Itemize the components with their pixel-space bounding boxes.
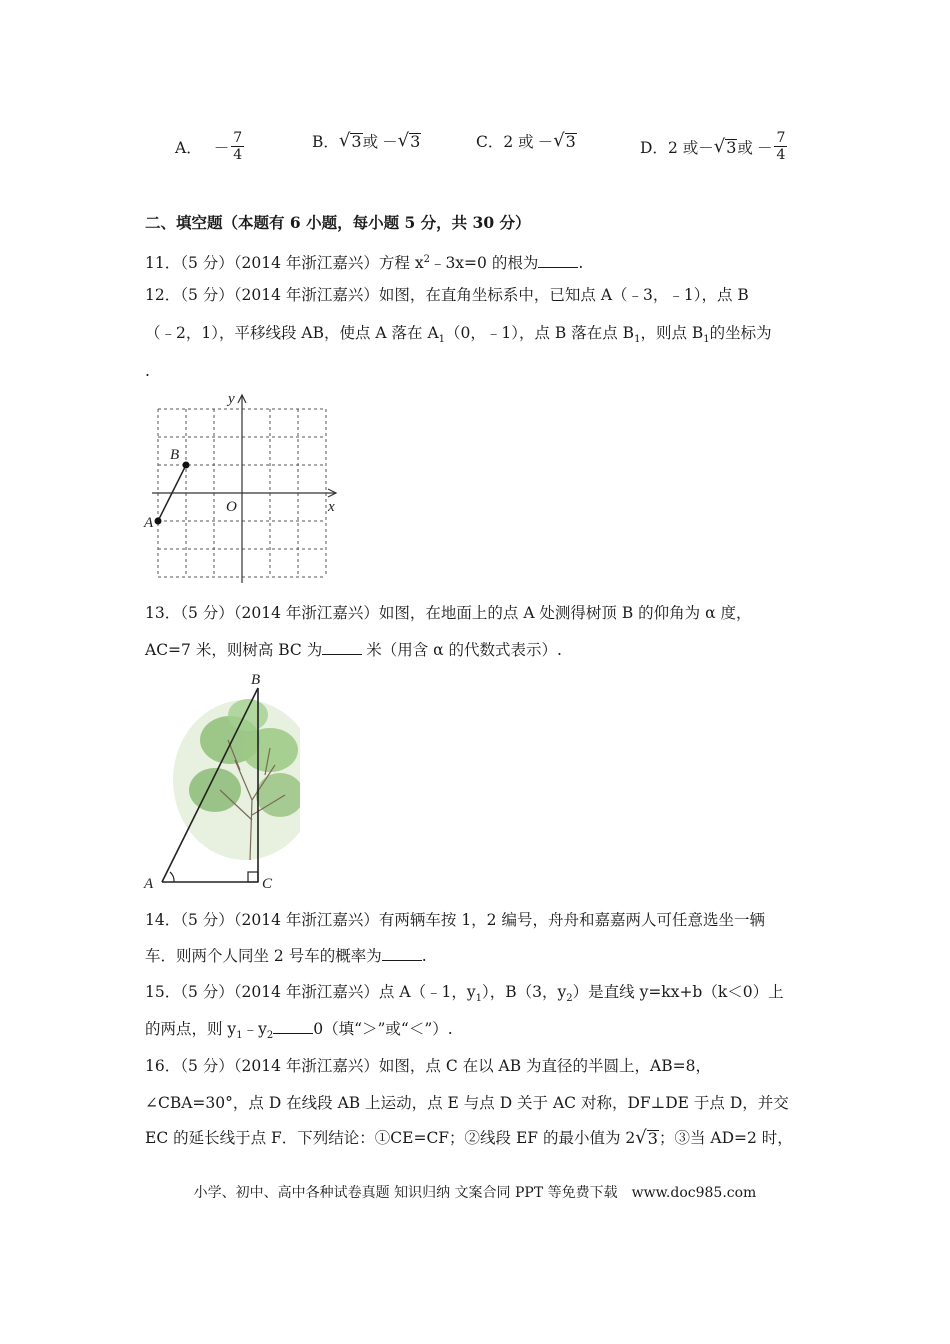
answer-blank — [273, 1019, 313, 1034]
question-13-line-2: AC=7 米，则树高 BC 为 米（用含 α 的代数式表示）. — [145, 641, 562, 659]
section-header: 二、填空题（本题有 6 小题，每小题 5 分，共 30 分） — [145, 213, 531, 232]
option-b: B． √ 3 或 － √ 3 — [312, 130, 421, 151]
question-15-line-2: 的两点，则 $y_1﹣y_2$ 0（填“＞”或“＜”）. — [145, 1020, 453, 1042]
answer-blank — [538, 253, 578, 268]
question-12-line-1: 12．（5 分）（2014 年浙江嘉兴）如图，在直角坐标系中，已知点 A（﹣3，﹣1），点 B — [145, 286, 749, 304]
option-c: C． 2 或 － √ 3 — [476, 130, 576, 151]
answer-blank — [322, 640, 362, 655]
a-label: A — [144, 515, 154, 531]
origin-label: O — [226, 499, 237, 515]
b-label: B — [170, 447, 180, 463]
x-label: x — [328, 499, 335, 515]
question-13-line-1: 13．（5 分）（2014 年浙江嘉兴）如图，在地面上的点 A 处测得树顶 B 的仰角为 α 度， — [145, 604, 752, 622]
c-label: C — [262, 876, 273, 892]
option-a: A． － $\frac{7}{4}$ — [175, 130, 243, 163]
b-label: B — [251, 672, 261, 688]
page-footer: 小学、初中、高中各种试卷真题 知识归纳 文案合同 PPT 等免费下载 www.doc985.com — [193, 1185, 757, 1201]
sqrt: √ 3 — [338, 130, 362, 151]
coordinate-grid-figure — [142, 391, 342, 583]
sqrt: √ 3 — [635, 1127, 658, 1148]
option-d: D． 2 或 － √ 3 或 － $\frac{7}{4}$ — [640, 130, 786, 163]
question-16-line-1: 16．（5 分）（2014 年浙江嘉兴）如图，点 C 在以 AB 为直径的半圆上，AB=8， — [145, 1057, 711, 1075]
fraction: $\frac{7}{4}$ — [776, 130, 786, 163]
question-16-line-3: EC 的延长线于点 F．下列结论：①CE=CF；②线段 EF 的最小值为 2 √ 3 ；③当 AD=2 时， — [145, 1127, 793, 1148]
tree-triangle-figure — [140, 670, 300, 892]
question-14-line-2: 车．则两个人同坐 2 号车的概率为 . — [145, 947, 427, 965]
fraction: $\frac{7}{4}$ — [233, 130, 243, 163]
y-label: y — [228, 391, 235, 407]
tree-illustration — [173, 699, 300, 860]
right-angle-mark — [248, 872, 258, 882]
angle-alpha-arc — [170, 872, 174, 882]
question-12-line-3: . — [145, 362, 150, 380]
question-16-line-2: ∠CBA=30°，点 D 在线段 AB 上运动，点 E 与点 D 关于 AC 对称，DF⊥DE 于点 D，并交 — [145, 1094, 789, 1112]
a-label: A — [144, 876, 154, 892]
question-11: 11．（5 分）（2014 年浙江嘉兴）方程 $x^2﹣3x=0$ 的根为 . — [145, 254, 584, 273]
point-a — [155, 518, 162, 525]
point-b — [183, 462, 190, 469]
question-12-line-2: （﹣2，1），平移线段 AB，使点 A 落在 $A_1(0$，﹣1），点 B 落在点 $B_1$，则点 $B_1$的坐标为 — [145, 324, 772, 346]
question-14-line-1: 14．（5 分）（2014 年浙江嘉兴）有两辆车按 1，2 编号，舟舟和嘉嘉两人可任意选坐一辆 — [145, 911, 765, 929]
sqrt: √ 3 — [553, 130, 576, 151]
sqrt: √ 3 — [713, 135, 737, 157]
question-15-line-1: 15．（5 分）（2014 年浙江嘉兴）点 A（﹣1，$y_1$），B（3，$y_2$）是直线 y=kx+b（k＜0）上 — [145, 983, 784, 1005]
sqrt: √ 3 — [397, 130, 421, 151]
answer-blank — [382, 946, 422, 961]
